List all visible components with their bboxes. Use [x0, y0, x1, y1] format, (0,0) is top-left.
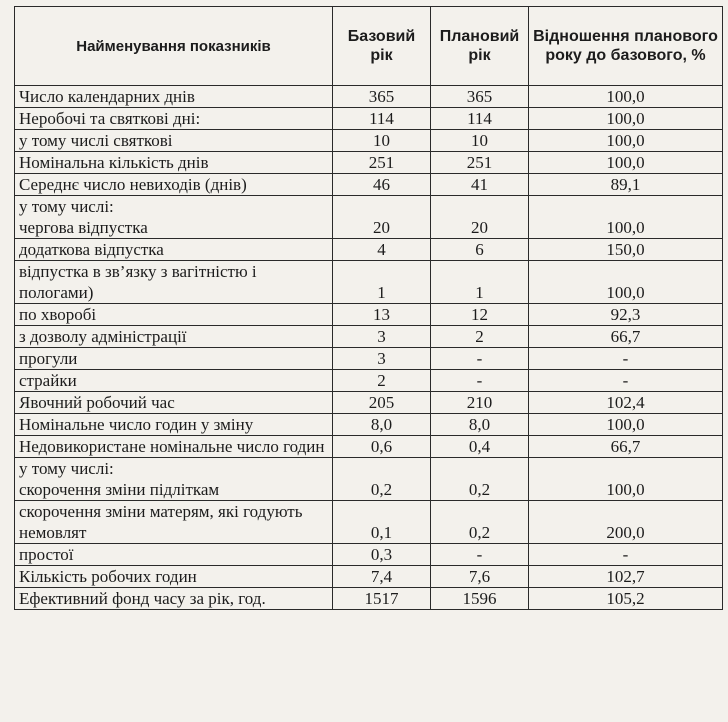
indicator-name-cell [15, 414, 333, 436]
base-year-value: 13 [333, 304, 431, 326]
base-year-value: 1 [333, 261, 431, 304]
base-year-value: 20 [333, 196, 431, 239]
indicator-name: у тому числі: скорочення зміни підліткам [19, 459, 220, 499]
indicator-name: Кількість робочих годин [19, 567, 197, 586]
indicator-name: Номінальне число годин у зміну [19, 415, 254, 434]
plan-year-value: 114 [431, 108, 529, 130]
indicator-name-cell [15, 588, 333, 610]
base-year-value: 10 [333, 130, 431, 152]
indicator-name: Недовикористане номінальне число годин [19, 437, 325, 456]
plan-year-value: 41 [431, 174, 529, 196]
plan-year-value: 251 [431, 152, 529, 174]
indicator-name-cell [15, 566, 333, 588]
indicator-name: Ефективний фонд часу за рік, год. [19, 589, 266, 608]
plan-year-value: 0,4 [431, 436, 529, 458]
plan-year-value: 20 [431, 196, 529, 239]
ratio-value: 100,0 [529, 152, 723, 174]
ratio-value: 100,0 [529, 108, 723, 130]
indicator-name-cell [15, 86, 333, 108]
ratio-value: 66,7 [529, 326, 723, 348]
table-row [15, 326, 723, 348]
indicator-name: прогули [19, 349, 78, 368]
ratio-value: 102,4 [529, 392, 723, 414]
table-row [15, 196, 723, 239]
ratio-value: 89,1 [529, 174, 723, 196]
indicator-name-cell [15, 239, 333, 261]
base-year-value: 0,1 [333, 501, 431, 544]
plan-year-value: 1 [431, 261, 529, 304]
base-year-value: 8,0 [333, 414, 431, 436]
base-year-value: 0,6 [333, 436, 431, 458]
plan-year-value: - [431, 544, 529, 566]
table-row [15, 501, 723, 544]
indicator-name: з дозволу адміністрації [19, 327, 187, 346]
base-year-value: 0,2 [333, 458, 431, 501]
indicator-name: відпустка в зв’язку з вагітністю і пологами) [19, 262, 257, 302]
indicator-name: по хворобі [19, 305, 97, 324]
table-row [15, 414, 723, 436]
ratio-value: 100,0 [529, 414, 723, 436]
plan-year-value: 7,6 [431, 566, 529, 588]
plan-year-value: 0,2 [431, 501, 529, 544]
table-row [15, 86, 723, 108]
base-year-value: 1517 [333, 588, 431, 610]
plan-year-value: 10 [431, 130, 529, 152]
indicator-name: Число календарних днів [19, 87, 195, 106]
indicator-name-cell [15, 152, 333, 174]
ratio-value: - [529, 544, 723, 566]
table-row [15, 174, 723, 196]
ratio-value: 100,0 [529, 130, 723, 152]
indicator-name: скорочення зміни матерям, які годують немовлят [19, 502, 303, 542]
indicator-name-cell [15, 261, 333, 304]
plan-year-value: 210 [431, 392, 529, 414]
header-base-year: Базовий рік [333, 7, 431, 86]
table-body [15, 86, 723, 610]
ratio-value: 105,2 [529, 588, 723, 610]
plan-year-value: - [431, 370, 529, 392]
plan-year-value: 6 [431, 239, 529, 261]
base-year-value: 114 [333, 108, 431, 130]
base-year-value: 7,4 [333, 566, 431, 588]
indicator-name-cell [15, 370, 333, 392]
indicator-name: Неробочі та святкові дні: [19, 109, 201, 128]
indicator-name-cell [15, 458, 333, 501]
ratio-value: 92,3 [529, 304, 723, 326]
ratio-value: 150,0 [529, 239, 723, 261]
ratio-value: 200,0 [529, 501, 723, 544]
indicator-name-cell [15, 326, 333, 348]
plan-year-value: 1596 [431, 588, 529, 610]
indicator-name-cell [15, 130, 333, 152]
table-row [15, 348, 723, 370]
working-time-table [14, 6, 723, 610]
base-year-value: 0,3 [333, 544, 431, 566]
table-header-row [15, 7, 723, 86]
base-year-value: 365 [333, 86, 431, 108]
base-year-value: 205 [333, 392, 431, 414]
plan-year-value: 0,2 [431, 458, 529, 501]
ratio-value: 100,0 [529, 458, 723, 501]
header-plan-year: Плановий рік [431, 7, 529, 86]
table-row [15, 108, 723, 130]
plan-year-value: 365 [431, 86, 529, 108]
base-year-value: 251 [333, 152, 431, 174]
indicator-name-cell [15, 304, 333, 326]
indicator-name-cell [15, 392, 333, 414]
indicator-name-cell [15, 544, 333, 566]
base-year-value: 3 [333, 348, 431, 370]
table-row [15, 152, 723, 174]
ratio-value: - [529, 370, 723, 392]
ratio-value: 66,7 [529, 436, 723, 458]
plan-year-value: 12 [431, 304, 529, 326]
table-row [15, 458, 723, 501]
indicator-name: простої [19, 545, 74, 564]
indicator-name: Явочний робочий час [19, 393, 175, 412]
indicator-name-cell [15, 174, 333, 196]
header-ratio: Відношення планового року до базового, % [529, 7, 723, 86]
table-row [15, 239, 723, 261]
table-row [15, 370, 723, 392]
base-year-value: 3 [333, 326, 431, 348]
table-row [15, 544, 723, 566]
ratio-value: 100,0 [529, 196, 723, 239]
base-year-value: 46 [333, 174, 431, 196]
table-row [15, 392, 723, 414]
indicator-name: у тому числі: чергова відпустка [19, 197, 148, 237]
table-row [15, 304, 723, 326]
indicator-name: Номінальна кількість днів [19, 153, 209, 172]
table-row [15, 261, 723, 304]
indicator-name: Середнє число невиходів (днів) [19, 175, 247, 194]
indicator-name: страйки [19, 371, 77, 390]
table-row [15, 566, 723, 588]
ratio-value: 102,7 [529, 566, 723, 588]
ratio-value: 100,0 [529, 86, 723, 108]
indicator-name-cell [15, 108, 333, 130]
plan-year-value: 2 [431, 326, 529, 348]
indicator-name: додаткова відпустка [19, 240, 164, 259]
indicator-name: у тому числі святкові [19, 131, 173, 150]
table-row [15, 130, 723, 152]
indicator-name-cell [15, 348, 333, 370]
indicator-name-cell [15, 436, 333, 458]
plan-year-value: - [431, 348, 529, 370]
base-year-value: 2 [333, 370, 431, 392]
table-row [15, 588, 723, 610]
ratio-value: - [529, 348, 723, 370]
indicator-name-cell [15, 196, 333, 239]
table-row [15, 436, 723, 458]
indicator-name-cell [15, 501, 333, 544]
ratio-value: 100,0 [529, 261, 723, 304]
plan-year-value: 8,0 [431, 414, 529, 436]
header-indicator-name: Найменування показників [15, 7, 333, 86]
base-year-value: 4 [333, 239, 431, 261]
